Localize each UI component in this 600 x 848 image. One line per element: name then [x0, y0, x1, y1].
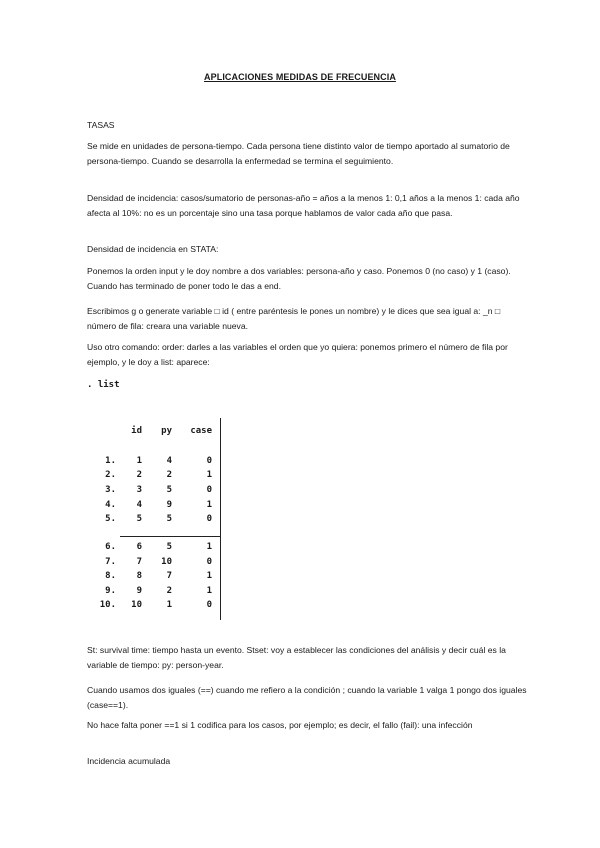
table-row-number: 4.: [105, 500, 116, 510]
table-horizontal-divider: [120, 536, 220, 537]
table-row-number: 6.: [105, 542, 116, 552]
table-cell-id: 2: [136, 470, 142, 480]
stata-command: . list: [87, 380, 120, 390]
paragraph-survival-time: St: survival time: tiempo hasta un evento. Stset: voy a establecer las condiciones del análisis y decir cuál es la variable de tiempo: py: person-year.: [87, 645, 506, 670]
table-cell-py: 5: [166, 485, 172, 495]
table-cell-py: 9: [166, 500, 172, 510]
table-cell-id: 1: [136, 456, 142, 466]
paragraph-order-command: Uso otro comando: order: darles a las variables el orden que yo quiera: ponemos primero el número de fila por ejemplo, y le doy a list: aparece:: [87, 342, 508, 367]
table-cell-py: 1: [166, 600, 172, 610]
table-cell-py: 7: [166, 571, 172, 581]
table-cell-py: 2: [166, 470, 172, 480]
table-cell-case: 0: [206, 557, 212, 567]
table-cell-py: 2: [166, 586, 172, 596]
table-vertical-divider: [220, 418, 221, 620]
table-row-number: 2.: [105, 470, 116, 480]
table-cell-id: 5: [136, 514, 142, 524]
table-cell-py: 4: [166, 456, 172, 466]
table-cell-py: 10: [161, 557, 172, 567]
table-cell-id: 6: [136, 542, 142, 552]
table-header-id: id: [131, 426, 142, 436]
table-row-number: 7.: [105, 557, 116, 567]
table-cell-case: 1: [206, 586, 212, 596]
table-cell-id: 9: [136, 586, 142, 596]
table-cell-case: 0: [206, 485, 212, 495]
table-row-number: 1.: [105, 456, 116, 466]
table-cell-case: 1: [206, 500, 212, 510]
document-title: APLICACIONES MEDIDAS DE FRECUENCIA: [204, 72, 396, 82]
table-cell-id: 4: [136, 500, 142, 510]
table-cell-id: 3: [136, 485, 142, 495]
paragraph-double-equals: Cuando usamos dos iguales (==) cuando me refiero a la condición ; cuando la variable 1 valga 1 pongo dos iguales (case==1).: [87, 685, 527, 710]
table-row-number: 8.: [105, 571, 116, 581]
section-heading-tasas: TASAS: [87, 120, 115, 130]
paragraph-fail-condition: No hace falta poner ==1 si 1 codifica para los casos, por ejemplo; es decir, el fallo (fail): una infección: [87, 720, 473, 730]
table-cell-id: 10: [131, 600, 142, 610]
paragraph-stata-heading: Densidad de incidencia en STATA:: [87, 244, 219, 254]
table-row-number: 5.: [105, 514, 116, 524]
paragraph-generate-command: Escribimos g o generate variable □ id ( entre paréntesis le pones un nombre) y le dices que sea igual a: _n □ número de fila: creara una variable nueva.: [87, 306, 501, 331]
table-row-number: 10.: [99, 600, 116, 610]
paragraph-incidencia-acumulada: Incidencia acumulada: [87, 756, 171, 766]
table-cell-case: 1: [206, 470, 212, 480]
table-cell-case: 1: [206, 542, 212, 552]
table-cell-py: 5: [166, 514, 172, 524]
table-header-case: case: [190, 426, 212, 436]
table-cell-id: 7: [136, 557, 142, 567]
table-row-number: 9.: [105, 586, 116, 596]
paragraph-input-command: Ponemos la orden input y le doy nombre a dos variables: persona-año y caso. Ponemos 0 (no caso) y 1 (caso). Cuando has terminado de poner todo le das a end.: [87, 266, 511, 291]
table-cell-case: 1: [206, 571, 212, 581]
table-cell-py: 5: [166, 542, 172, 552]
table-row-number: 3.: [105, 485, 116, 495]
paragraph-densidad-incidencia: Densidad de incidencia: casos/sumatorio de personas-año = años a la menos 1: 0,1 años a la menos 1: cada año afecta al 10%: no es un porcentaje sino una tasa porque hablamos de valor cada año que pasa.: [87, 193, 520, 218]
paragraph-persona-tiempo: Se mide en unidades de persona-tiempo. Cada persona tiene distinto valor de tiempo aportado al sumatorio de persona-tiempo. Cuando se desarrolla la enfermedad se termina el seguimiento.: [87, 141, 510, 166]
table-cell-case: 0: [206, 456, 212, 466]
table-cell-case: 0: [206, 514, 212, 524]
table-cell-case: 0: [206, 600, 212, 610]
table-header-py: py: [161, 426, 172, 436]
table-cell-id: 8: [136, 571, 142, 581]
